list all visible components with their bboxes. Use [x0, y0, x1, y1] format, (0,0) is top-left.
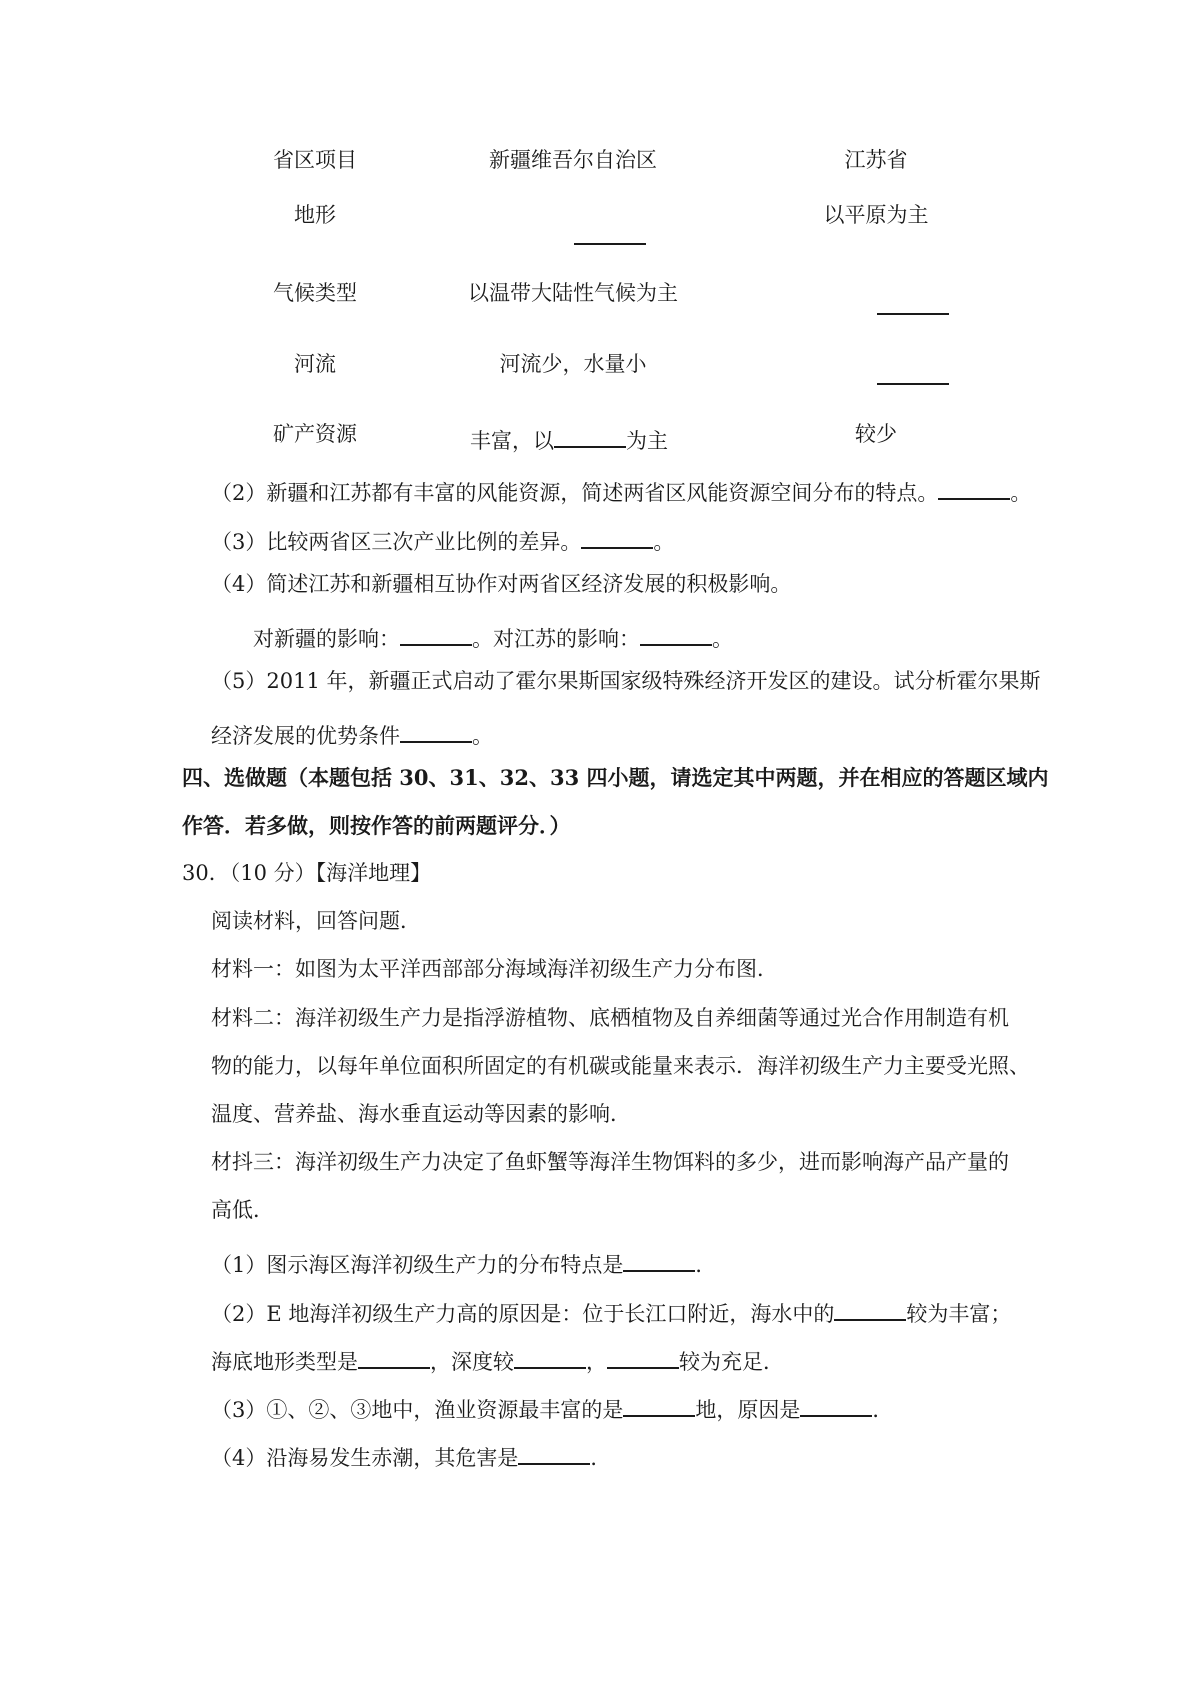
q30-part3: （3）①、②、③地中，渔业资源最丰富的是 地，原因是 ．: [211, 1393, 893, 1421]
q30-material3-line1: 材抖三：海洋初级生产力决定了鱼虾蟹等海洋生物饵料的多少，进而影响海产品产量的: [211, 1150, 1009, 1174]
q30-material3-line2: 高低．: [211, 1198, 274, 1222]
blank-q30-2-c[interactable]: [514, 1345, 586, 1369]
table-row-climate-xinjiang: 以温带大陆性气候为主: [468, 281, 678, 305]
q30-part4: （4）沿海易发生赤潮，其危害是 ．: [211, 1441, 611, 1469]
table-blank-xinjiang-terrain[interactable]: [574, 243, 646, 245]
q30-material2-line3: 温度、营养盐、海水垂直运动等因素的影响．: [211, 1102, 631, 1126]
q30-material2-line2: 物的能力，以每年单位面积所固定的有机碳或能量来表示．海洋初级生产力主要受光照、: [211, 1054, 1030, 1078]
blank-q30-1[interactable]: [623, 1248, 695, 1272]
table-row-river-xinjiang: 河流少，水量小: [499, 352, 647, 376]
table-blank-jiangsu-river[interactable]: [877, 383, 949, 385]
table-row-mineral-jiangsu: 较少: [855, 422, 897, 446]
table-row-river-label: 河流: [294, 352, 336, 376]
table-header-xinjiang: 新疆维吾尔自治区: [489, 148, 657, 172]
blank-q29-4-xinjiang[interactable]: [400, 622, 472, 646]
q29-part4-answers: 对新疆的影响： 。对江苏的影响： 。: [253, 622, 733, 650]
table-row-climate-label: 气候类型: [273, 281, 357, 305]
section4-heading-line2: 作答．若多做，则按作答的前两题评分．）: [182, 813, 571, 838]
table-header-item: 省区项目: [273, 148, 357, 172]
blank-q30-4[interactable]: [518, 1441, 590, 1465]
blank-q30-2-d[interactable]: [607, 1345, 679, 1369]
blank-q29-2[interactable]: [938, 476, 1010, 500]
q30-part2-line1: （2）E 地海洋初级生产力高的原因是：位于长江口附近，海水中的 较为丰富；: [211, 1297, 1011, 1325]
table-blank-jiangsu-climate[interactable]: [877, 313, 949, 315]
blank-q30-2-b[interactable]: [358, 1345, 430, 1369]
blank-q29-4-jiangsu[interactable]: [640, 622, 712, 646]
section4-heading-line1: 四、选做题（本题包括 30、31、32、33 四小题，请选定其中两题，并在相应的答题区域内: [182, 765, 1049, 790]
q29-part5-line1: （5）2011 年，新疆正式启动了霍尔果斯国家级特殊经济开发区的建设。试分析霍尔果斯: [211, 669, 1041, 693]
blank-q29-5[interactable]: [400, 719, 472, 743]
table-row-mineral-xinjiang: 丰富，以 为主: [470, 424, 668, 452]
blank-q30-3-b[interactable]: [800, 1393, 872, 1417]
q30-material2-line1: 材料二：海洋初级生产力是指浮游植物、底栖植物及自养细菌等通过光合作用制造有机: [211, 1006, 1009, 1030]
q29-part3: （3）比较两省区三次产业比例的差异。 。: [211, 525, 674, 553]
q30-title: 30．（10 分）【海洋地理】: [182, 861, 432, 885]
q30-part1: （1）图示海区海洋初级生产力的分布特点是 ．: [211, 1248, 716, 1276]
q30-material1: 材料一：如图为太平洋西部部分海域海洋初级生产力分布图．: [211, 957, 778, 981]
q30-part2-line2: 海底地形类型是 ，深度较 ， 较为充足．: [211, 1345, 784, 1373]
q29-part2: （2）新疆和江苏都有丰富的风能资源，简述两省区风能资源空间分布的特点。 。: [211, 476, 1031, 504]
table-row-terrain-label: 地形: [294, 203, 336, 227]
blank-q30-2-a[interactable]: [834, 1297, 906, 1321]
q30-intro: 阅读材料，回答问题．: [211, 909, 421, 933]
table-header-jiangsu: 江苏省: [844, 148, 908, 172]
table-row-terrain-jiangsu: 以平原为主: [823, 203, 929, 227]
table-row-mineral-label: 矿产资源: [273, 422, 357, 446]
blank-mineral-type[interactable]: [554, 424, 626, 448]
q29-part4: （4）简述江苏和新疆相互协作对两省区经济发展的积极影响。: [211, 572, 792, 596]
blank-q30-3-a[interactable]: [623, 1393, 695, 1417]
blank-q29-3[interactable]: [581, 525, 653, 549]
q29-part5-line2: 经济发展的优势条件 。: [211, 719, 493, 747]
